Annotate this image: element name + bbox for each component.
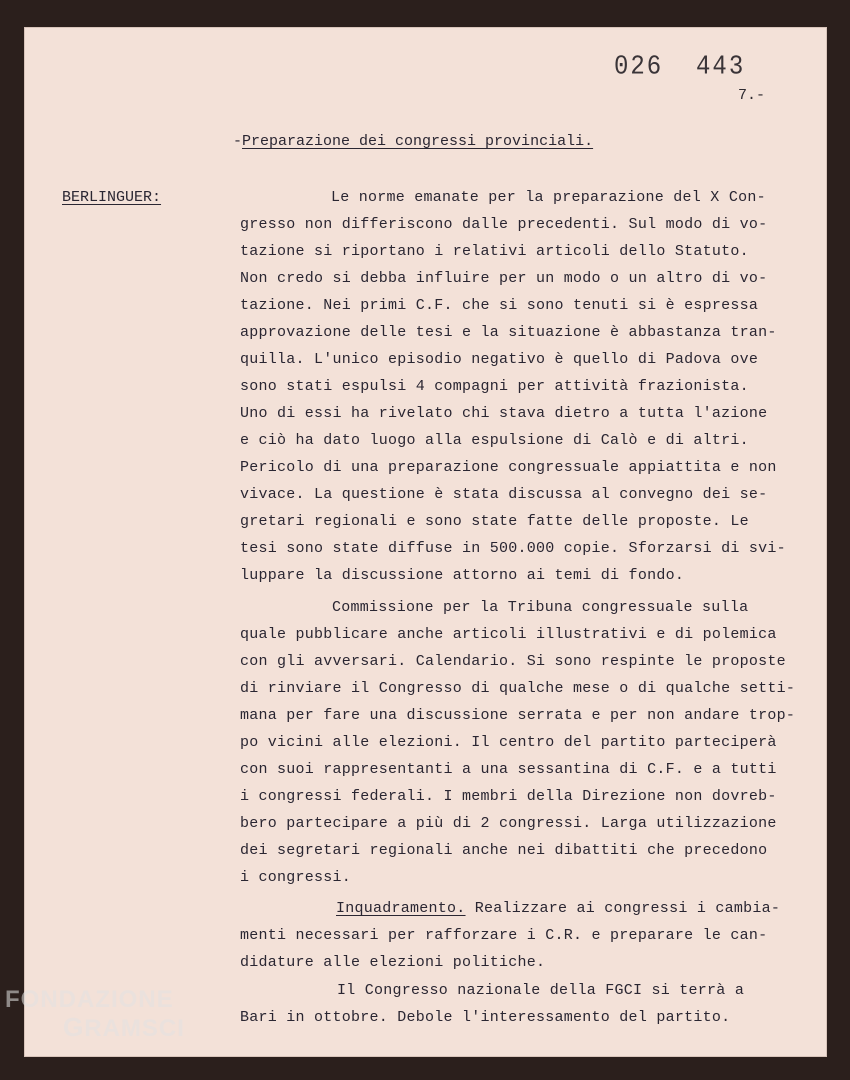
body-line: i congressi federali. I membri della Direzione non dovreb-: [240, 788, 777, 805]
body-line: bero partecipare a più di 2 congressi. Larga utilizzazione: [240, 815, 777, 832]
inquadramento-line: [336, 900, 780, 917]
body-line: tesi sono state diffuse in 500.000 copie. Sforzarsi di svi-: [240, 540, 786, 557]
body-line: gresso non differiscono dalle precedenti. Sul modo di vo-: [240, 216, 768, 233]
watermark-rest: RAMSCI: [84, 1015, 185, 1042]
inquadramento-text: Realizzare ai congressi i cambia-: [465, 900, 781, 917]
body-line: di rinviare il Congresso di qualche mese o di qualche setti-: [240, 680, 796, 697]
body-line: menti necessari per rafforzare i C.R. e preparare le can-: [240, 927, 768, 944]
body-line: Non credo si debba influire per un modo o un altro di vo-: [240, 270, 768, 287]
body-line: dei segretari regionali anche nei dibattiti che precedono: [240, 842, 768, 859]
body-line: luppare la discussione attorno ai temi di fondo.: [240, 567, 685, 584]
body-line: tazione si riportano i relativi articoli dello Statuto.: [240, 243, 749, 260]
section-title-text: Preparazione dei congressi provinciali.: [242, 133, 594, 150]
body-line: tazione. Nei primi C.F. che si sono tenuti si è espressa: [240, 297, 759, 314]
body-line: mana per fare una discussione serrata e per non andare trop-: [240, 707, 796, 724]
body-line: po vicini alle elezioni. Il centro del partito parteciperà: [240, 734, 777, 751]
body-line: Uno di essi ha rivelato chi stava dietro a tutta l'azione: [240, 405, 768, 422]
watermark-line2: [63, 1014, 185, 1041]
body-line: quale pubblicare anche articoli illustrativi e di polemica: [240, 626, 777, 643]
inquadramento-heading: Inquadramento.: [336, 900, 466, 917]
archive-number: 026 443: [614, 52, 746, 83]
body-line: e ciò ha dato luogo alla espulsione di Calò e di altri.: [240, 432, 749, 449]
section-title: -Preparazione dei congressi provinciali.: [233, 133, 594, 150]
body-line: Pericolo di una preparazione congressuale appiattita e non: [240, 459, 777, 476]
body-line: Commissione per la Tribuna congressuale sulla: [332, 599, 749, 616]
body-line: quilla. L'unico episodio negativo è quello di Padova ove: [240, 351, 759, 368]
body-line: vivace. La questione è stata discussa al convegno dei se-: [240, 486, 768, 503]
body-line: approvazione delle tesi e la situazione è abbastanza tran-: [240, 324, 777, 341]
fondazione-gramsci-watermark: [5, 988, 185, 1041]
speaker-name: BERLINGUER:: [62, 189, 162, 206]
body-line: sono stati espulsi 4 compagni per attività frazionista.: [240, 378, 749, 395]
body-line: didature alle elezioni politiche.: [240, 954, 546, 971]
body-line: Le norme emanate per la preparazione del X Con-: [331, 189, 766, 206]
body-line: i congressi.: [240, 869, 352, 886]
watermark-line1: FONDAZIONE: [5, 986, 174, 1013]
page-number: 7.-: [738, 87, 766, 104]
body-line: gretari regionali e sono state fatte delle proposte. Le: [240, 513, 749, 530]
body-line: con suoi rappresentanti a una sessantina di C.F. e a tutti: [240, 761, 777, 778]
watermark-g: G: [63, 1012, 85, 1042]
body-line: Bari in ottobre. Debole l'interessamento del partito.: [240, 1009, 731, 1026]
body-line: con gli avversari. Calendario. Si sono respinte le proposte: [240, 653, 786, 670]
body-line: Il Congresso nazionale della FGCI si terrà a: [337, 982, 745, 999]
